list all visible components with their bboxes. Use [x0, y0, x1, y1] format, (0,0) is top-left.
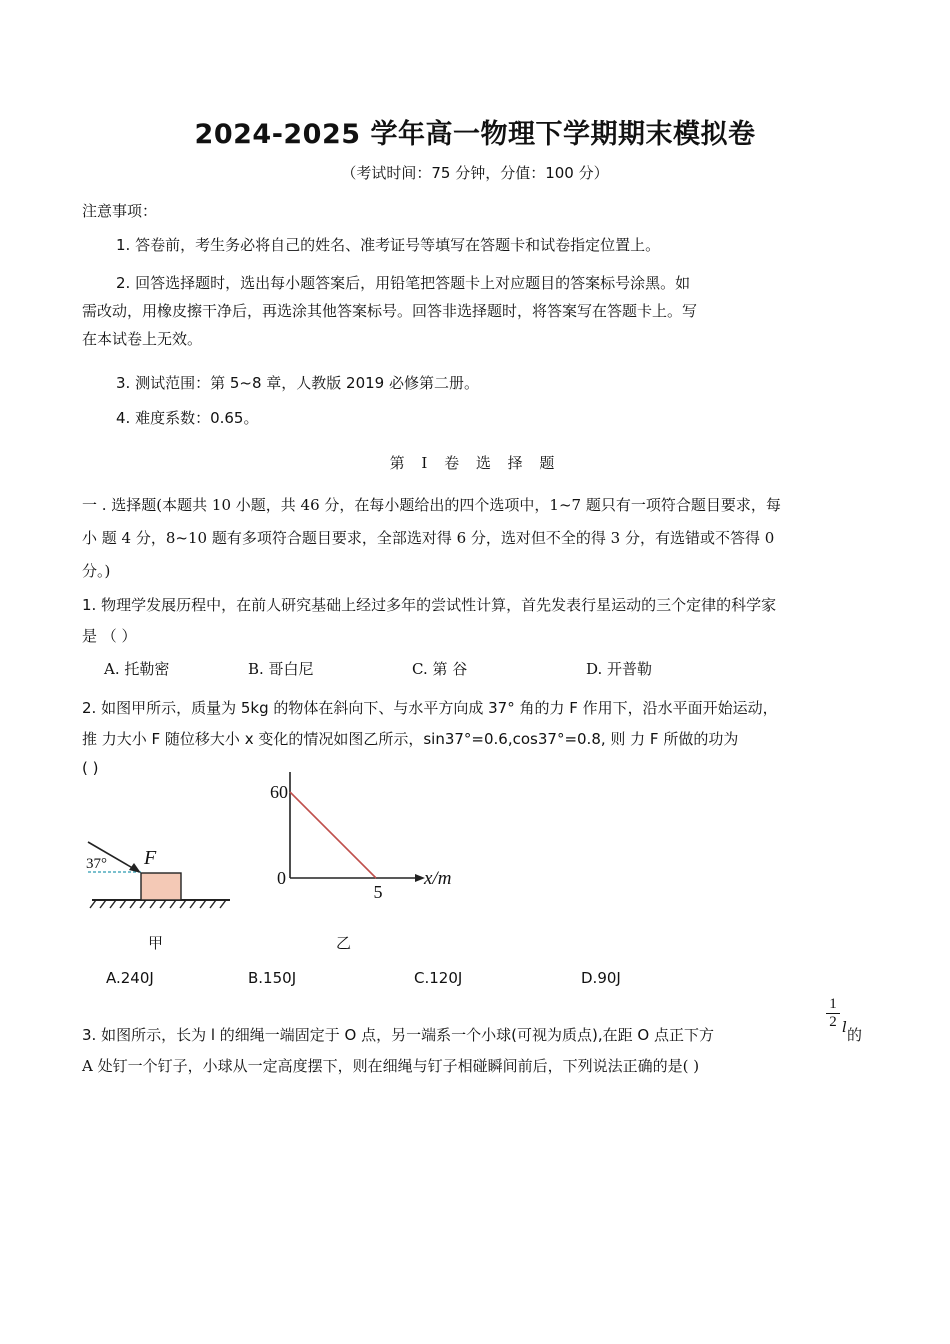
q1-option-c: C. 第 谷: [412, 660, 468, 678]
q1-option-b: B. 哥白尼: [248, 660, 314, 678]
q2-stem-line-1: 2. 如图甲所示，质量为 5kg 的物体在斜向下、与水平方向成 37° 角的力 F 作用下，沿水平面开始运动，: [82, 699, 778, 717]
angle-label: 37°: [86, 856, 107, 872]
note-1: 1. 答卷前，考生务必将自己的姓名、准考证号等填写在答题卡和试卷指定位置上。: [116, 236, 661, 254]
q2-option-a: A.240J: [106, 969, 154, 987]
origin-label: 0: [277, 868, 286, 888]
section-intro-line-1: 一 . 选择题(本题共 10 小题，共 46 分，在每小题给出的四个选项中，1~7 题只有一项符合题目要求，每: [82, 496, 781, 514]
q1-stem-line-2: 是 （ ）: [82, 627, 137, 645]
force-label: F: [144, 847, 157, 869]
figure-yi-chart: [260, 772, 480, 912]
q1-option-d: D. 开普勒: [586, 660, 653, 678]
q2-option-b: B.150J: [248, 969, 297, 987]
q1-stem-line-1: 1. 物理学发展历程中，在前人研究基础上经过多年的尝试性计算，首先发表行星运动的三个定律的科学家: [82, 596, 777, 614]
q3-fraction-variable: l: [842, 1018, 847, 1036]
section-intro-line-2: 小 题 4 分，8~10 题有多项符合题目要求，全部选对得 6 分，选对但不全的得 3 分，有选错或不答得 0: [82, 529, 775, 547]
series-line-F: [290, 792, 376, 878]
note-2-line-3: 在本试卷上无效。: [82, 330, 203, 348]
section-intro-line-3: 分。): [82, 562, 111, 580]
q3-fraction: [826, 996, 840, 1031]
y-tick-label-60: 60: [270, 782, 288, 802]
fraction-denominator: 2: [826, 1013, 840, 1031]
exam-title: 2024-2025 学年高一物理下学期期末模拟卷: [194, 119, 756, 150]
q2-option-c: C.120J: [414, 969, 463, 987]
exam-subtitle: （考试时间：75 分钟，分值：100 分）: [341, 164, 609, 182]
note-3: 3. 测试范围：第 5~8 章，人教版 2019 必修第二册。: [116, 374, 479, 392]
block: [141, 873, 181, 900]
ground-hatching: [90, 900, 226, 908]
q3-stem-line-2: A 处钉一个钉子，小球从一定高度摆下，则在细绳与钉子相碰瞬间前后，下列说法正确的是( ): [82, 1057, 700, 1075]
q3-stem-line-1-end: 的: [847, 1026, 863, 1044]
q3-stem-line-1: 3. 如图所示，长为 l 的细绳一端固定于 O 点，另一端系一个小球(可视为质点),在距 O 点正下方: [82, 1026, 714, 1044]
q1-option-a: A. 托勒密: [104, 660, 170, 678]
notes-heading: 注意事项：: [82, 202, 158, 220]
x-tick-label-5: 5: [373, 882, 383, 902]
q2-stem-line-2: 推 力大小 F 随位移大小 x 变化的情况如图乙所示，sin37°=0.6,cos37°=0.8, 则 力 F 所做的功为: [82, 730, 739, 748]
fraction-numerator: 1: [829, 996, 837, 1012]
figure-yi-caption: 乙: [336, 934, 352, 952]
note-2-line-2: 需改动，用橡皮擦干净后，再选涂其他答案标号。回答非选择题时，将答案写在答题卡上。写: [82, 302, 698, 320]
x-axis-label: x/m: [424, 868, 452, 889]
section-heading: 第 I 卷 选 择 题: [389, 454, 561, 472]
q2-option-d: D.90J: [581, 969, 621, 987]
note-2-line-1: 2. 回答选择题时，选出每小题答案后，用铅笔把答题卡上对应题目的答案标号涂黑。如: [116, 274, 691, 292]
figure-jia-caption: 甲: [148, 934, 164, 952]
q2-stem-line-3: ( ): [82, 759, 99, 777]
note-4: 4. 难度系数：0.65。: [116, 409, 259, 427]
